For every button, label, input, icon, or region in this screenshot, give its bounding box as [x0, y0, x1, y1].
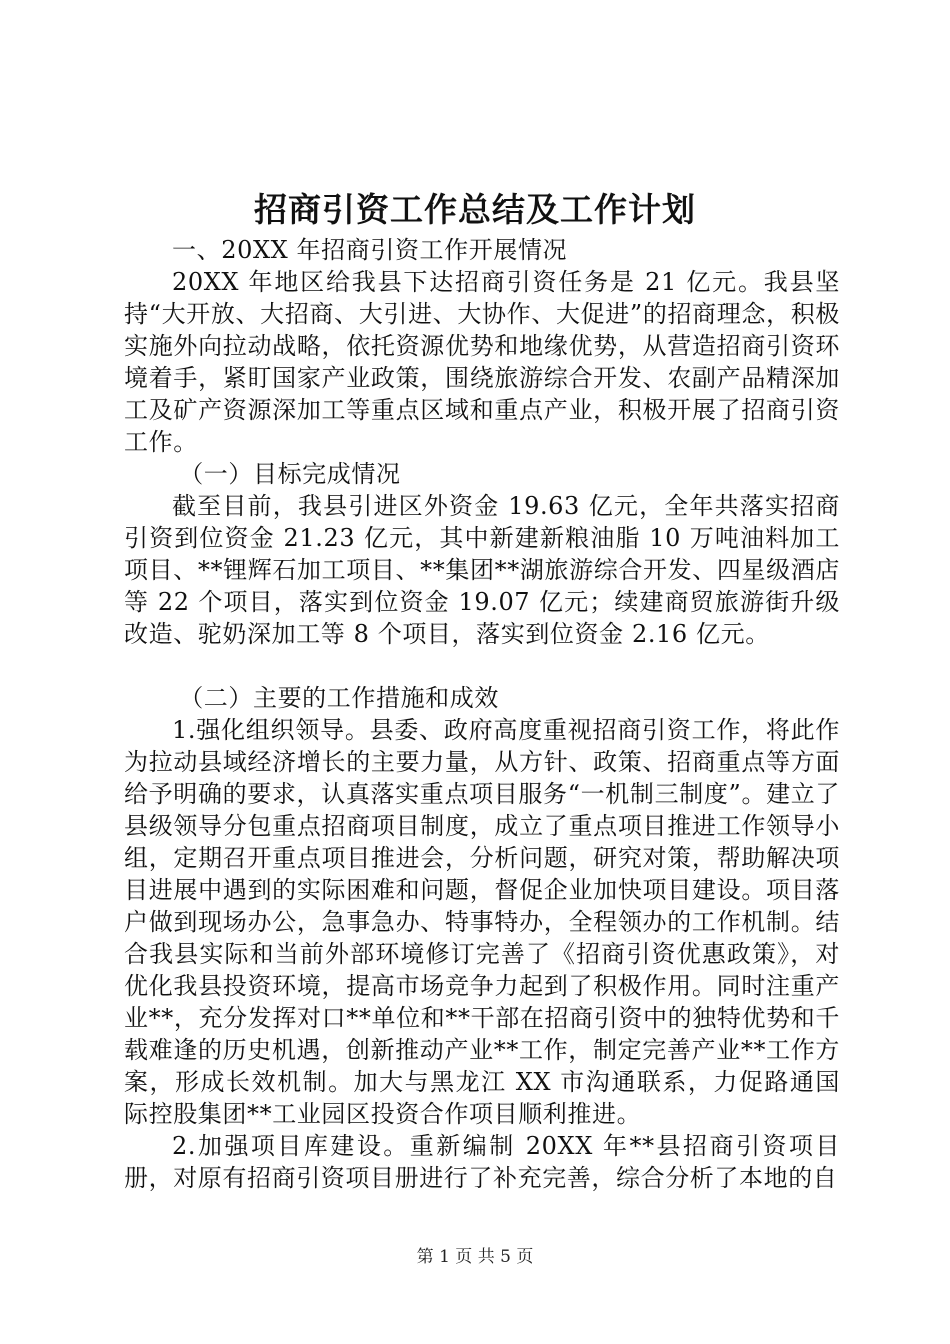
paragraph-gap — [124, 650, 840, 682]
section-1-paragraph: 20XX 年地区给我县下达招商引资任务是 21 亿元。我县坚持“大开放、大招商、大引进、大协作、大促进”的招商理念，积极实施外向拉动战略，依托资源优势和地缘优势，从营造招商引资环境着手，紧盯国家产业政策，围绕旅游综合开发、农副产品精深加工及矿产资源深加工等重点区域和重点产业，积极开展了招商引资工作。 — [124, 268, 840, 456]
document-title: 招商引资工作总结及工作计划 — [254, 190, 696, 229]
measure-1-paragraph: 1.强化组织领导。县委、政府高度重视招商引资工作，将此作为拉动县域经济增长的主要力量，从方针、政策、招商重点等方面给予明确的要求，认真落实重点项目服务“一机制三制度”。建立了县级领导分包重点招商项目制度，成立了重点项目推进工作领导小组，定期召开重点项目推进会，分析问题，研究对策，帮助解决项目进展中遇到的实际困难和问题，督促企业加快项目建设。项目落户做到现场办公，急事急办、特事特办，全程领办的工作机制。结合我县实际和当前外部环境修订完善了《招商引资优惠政策》，对优化我县投资环境，提高市场竞争力起到了积极作用。同时注重产业**，充分发挥对口**单位和**干部在招商引资中的独特优势和千载难逢的历史机遇，创新推动产业**工作，制定完善产业**工作方案，形成长效机制。加大与黑龙江 XX 市沟通联系，力促路通国际控股集团**工业园区投资合作项目顺利推进。 — [124, 716, 840, 1128]
page-footer: 第 1 页 共 5 页 — [416, 1247, 534, 1267]
document-body — [124, 234, 840, 1194]
subsection-heading-2: （二）主要的工作措施和成效 — [179, 684, 499, 712]
subsection-heading-1: （一）目标完成情况 — [179, 460, 401, 488]
section-heading-1: 一、20XX 年招商引资工作开展情况 — [172, 236, 568, 264]
measure-2-paragraph: 2.加强项目库建设。重新编制 20XX 年**县招商引资项目册，对原有招商引资项目册进行了补充完善，综合分析了本地的自 — [124, 1132, 840, 1192]
subsection-1-paragraph: 截至目前，我县引进区外资金 19.63 亿元，全年共落实招商引资到位资金 21.23 亿元，其中新建新粮油脂 10 万吨油料加工项目、**锂辉石加工项目、**集团**湖旅游综合开发、四星级酒店等 22 个项目，落实到位资金 19.07 亿元；续建商贸旅游街升级改造、驼奶深加工等 8 个项目，落实到位资金 2.16 亿元。 — [124, 492, 840, 648]
